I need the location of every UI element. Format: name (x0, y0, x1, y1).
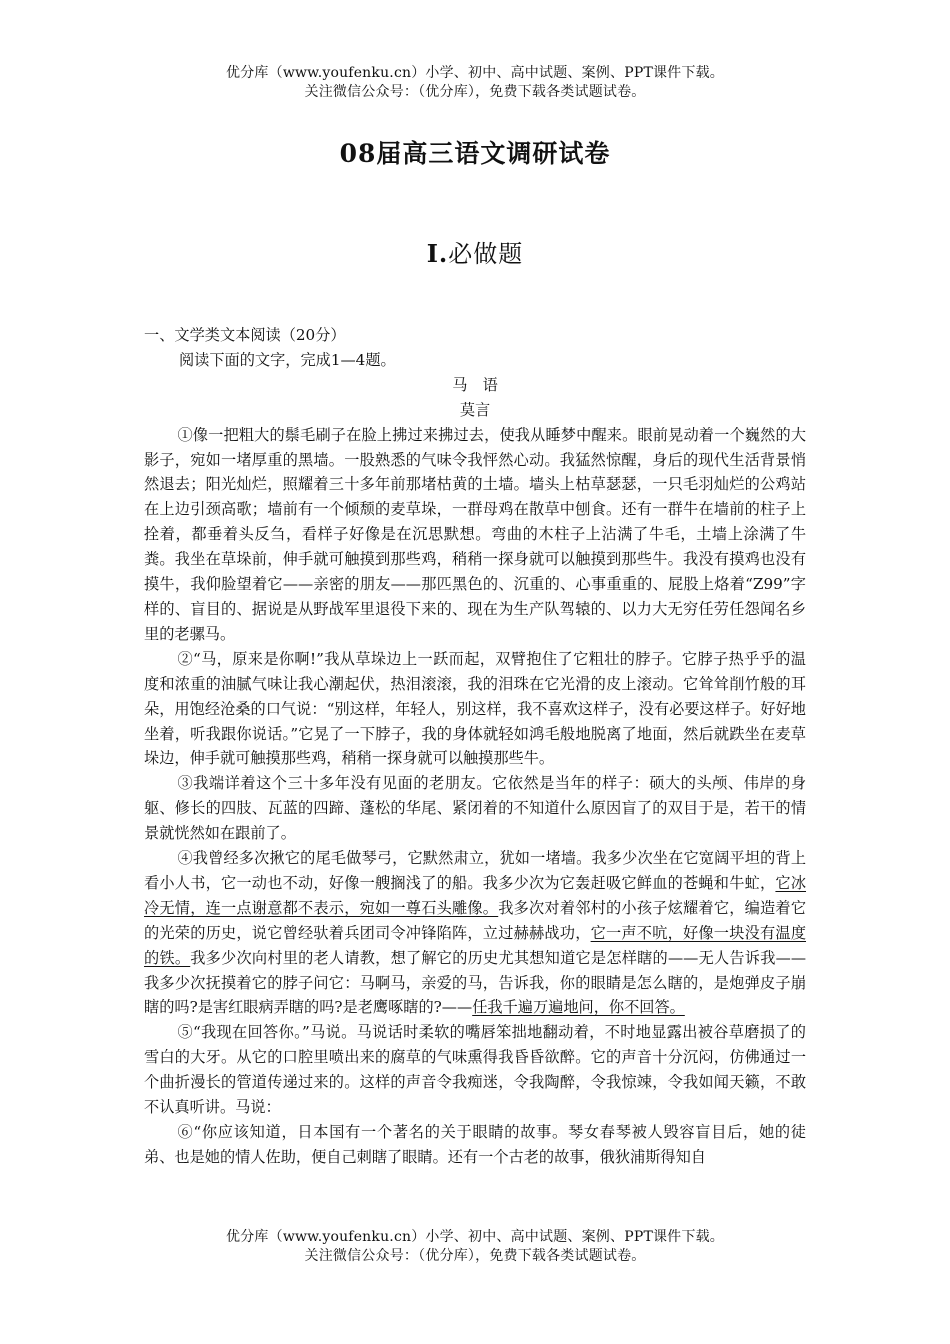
underlined-sentence-3: 任我千遍万遍地问，你不回答。 (472, 998, 685, 1017)
question-heading: 一、文学类文本阅读（20分） (144, 326, 346, 344)
paragraph-4 (144, 846, 806, 1020)
header-line-1: 优分库（www.youfenku.cn）小学、初中、高中试题、案例、PPT课件下载。 (226, 65, 724, 81)
section-number: I. (426, 239, 449, 268)
paragraph-3: ③我端详着这个三十多年没有见面的老朋友。它依然是当年的样子：硕大的头颅、伟岸的身躯、修长的四肢、瓦蓝的四蹄、蓬松的华尾、紧闭着的不知道什么原因盲了的双目于是，若干的情景就恍然如在跟前了。 (144, 774, 806, 843)
paragraph-4-part-a: ④我曾经多次揪它的尾毛做琴弓，它默然肃立，犹如一堵墙。我多少次坐在它宽阔平坦的背上看小人书，它一动也不动，好像一艘搁浅了的船。我多少次为它轰赶吸它鲜血的苍蝇和牛虻， (144, 849, 806, 892)
paragraph-5: ⑤“我现在回答你。”马说。马说话时柔软的嘴唇笨拙地翻动着，不时地显露出被谷草磨损了的雪白的大牙。从它的口腔里喷出来的腐草的气味熏得我昏昏欲醉。它的声音十分沉闷，仿佛通过一个曲折漫长的管道传递过来的。这样的声音令我痴迷，令我陶醉，令我惊竦，令我如闻天籁，不敢不认真听讲。马说： (144, 1023, 806, 1117)
article-author: 莫言 (459, 400, 491, 419)
exam-body (144, 323, 806, 1170)
paragraph-2: ②“马，原来是你啊!”我从草垛边上一跃而起，双臂抱住了它粗壮的脖子。它脖子热乎乎的温度和浓重的油腻气味让我心潮起伏，热泪滚滚，我的泪珠在它光滑的皮上滚动。它耸耸削竹般的耳朵，用饱经沧桑的口气说：“别这样，年轻人，别这样，我不喜欢这样子，没有必要这样子。好好地坐着，听我跟你说话。”它晃了一下脖子，我的身体就轻如鸿毛般地脱离了地面，然后就跌坐在麦草垛边，伸手就可触摸那些鸡，稍稍一探身就可以触摸那些牛。 (144, 649, 806, 768)
underlined-sentence-1: 它冰冷无情，连一点谢意都不表示，宛如一尊石头雕像。 (144, 873, 807, 917)
paragraph-1: ①像一把粗大的鬃毛刷子在脸上拂过来拂过去，使我从睡梦中醒来。眼前晃动着一个巍然的大影子，宛如一堵厚重的黑墙。一股熟悉的气味令我怦然心动。我猛然惊醒，身后的现代生活背景悄然退去；阳光灿烂，照耀着三十多年前那堵枯黄的土墙。墙头上枯草瑟瑟，一只毛羽灿烂的公鸡站在上边引颈高歌；墙前有一个倾颓的麦草垛，一群母鸡在散草中刨食。还有一群牛在墙前的柱子上拴着，都垂着头反刍，看样子好像是在沉思默想。弯曲的木柱子上沾满了牛毛，土墙上涂满了牛粪。我坐在草垛前，伸手就可触摸到那些鸡，稍稍一探身就可以触摸到那些牛。我没有摸鸡也没有摸牛，我仰脸望着它——亲密的朋友——那匹黑色的、沉重的、心事重重的、屁股上烙着“Z99”字样的、盲目的、据说是从野战军里退役下来的、现在为生产队驾辕的、以力大无穷任劳任怨闻名乡里的老骡马。 (144, 425, 806, 643)
footer-line-2: 关注微信公众号：（优分库），免费下载各类试题试卷。 (304, 1248, 646, 1264)
section-name: 必做题 (448, 240, 524, 268)
article-title: 马 语 (452, 375, 498, 394)
section-heading (0, 234, 950, 269)
header-line-2: 关注微信公众号：（优分库），免费下载各类试题试卷。 (304, 84, 646, 100)
underlined-sentence-2: 它一声不吭，好像一块没有温度的铁。 (144, 923, 807, 967)
paragraph-4-part-b: 我多次对着邻村的小孩子炫耀着它，编造着它的光荣的历史，说它曾经驮着兵团司令冲锋陷阵，立过赫赫战功， (144, 898, 807, 942)
page-header (0, 64, 950, 102)
paragraph-4-part-c: 我多少次向村里的老人请教，想了解它的历史尤其想知道它是怎样瞎的——无人告诉我——我多少次抚摸着它的脖子问它：马啊马，亲爱的马，告诉我，你的眼睛是怎么瞎的，是炮弹皮子崩瞎的吗?是害红眼病弄瞎的吗?是老鹰啄瞎的?—— (144, 948, 807, 1017)
exam-title: 08届高三语文调研试卷 (339, 139, 611, 168)
paragraph-6: ⑥“你应该知道，日本国有一个著名的关于眼睛的故事。琴女春琴被人毁容盲目后，她的徒弟、也是她的情人佐助，便自己刺瞎了眼睛。还有一个古老的故事，俄狄浦斯得知自 (144, 1123, 806, 1166)
footer-line-1: 优分库（www.youfenku.cn）小学、初中、高中试题、案例、PPT课件下载。 (226, 1229, 724, 1245)
page-footer (0, 1228, 950, 1266)
question-instruction: 阅读下面的文字，完成1—4题。 (178, 350, 396, 369)
